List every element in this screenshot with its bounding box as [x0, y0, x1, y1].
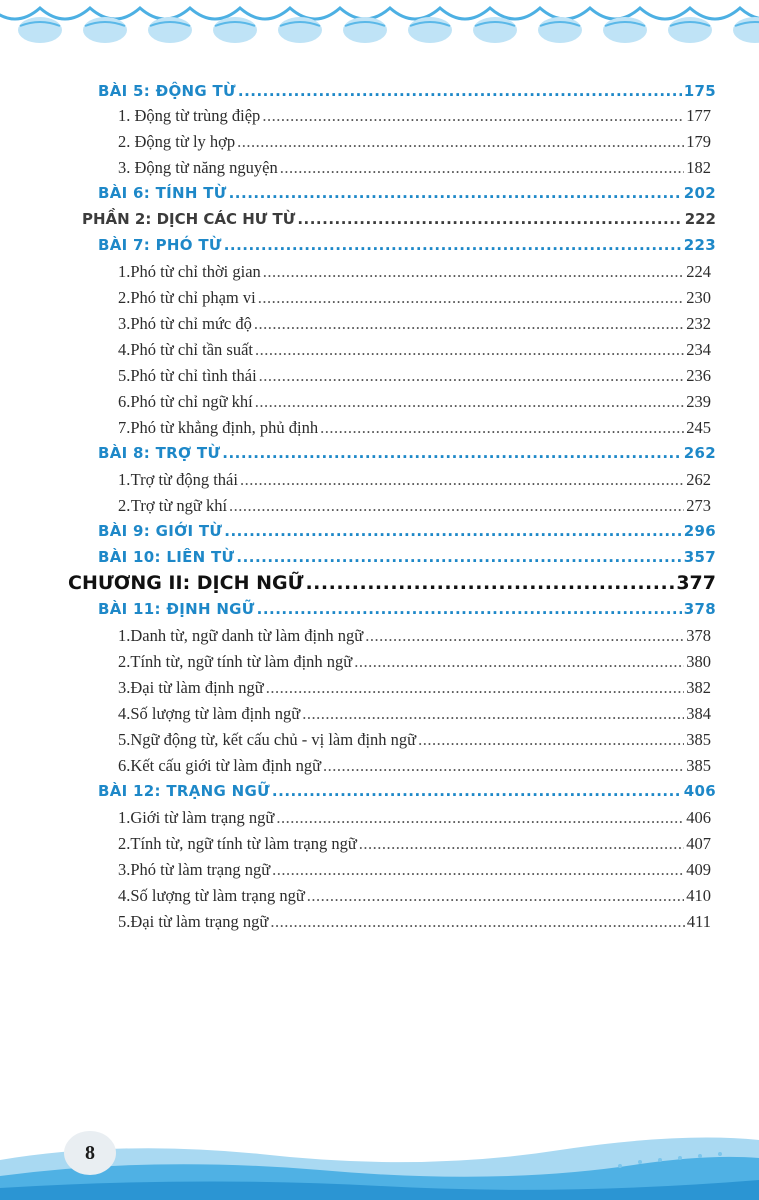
- toc-leader-dots: [229, 496, 684, 516]
- toc-entry-item[interactable]: [118, 886, 711, 912]
- toc-page-number: 182: [686, 158, 711, 177]
- page-number-text: 8: [85, 1141, 95, 1164]
- toc-entry-label: Trợ từ ngữ khí: [130, 496, 228, 515]
- toc-entry-item[interactable]: [118, 626, 711, 652]
- toc-leader-dots: [255, 340, 684, 360]
- toc-entry-label: Phó từ chỉ mức độ: [130, 314, 252, 333]
- toc-page-number: 202: [683, 184, 716, 202]
- toc-entry-label: Kết cấu giới từ làm định ngữ: [130, 756, 322, 775]
- toc-leader-dots: [229, 184, 682, 202]
- toc-entry-item[interactable]: [118, 262, 711, 288]
- toc-entry-bai-8[interactable]: [98, 444, 716, 470]
- toc-leader-dots: [354, 652, 684, 672]
- toc-entry-item[interactable]: [118, 912, 711, 938]
- toc-entry-item[interactable]: [118, 106, 711, 132]
- toc-entry-label: BÀI 12: TRẠNG NGỮ: [98, 782, 270, 800]
- toc-leader-dots: [272, 860, 684, 880]
- toc-leader-dots: [302, 704, 684, 724]
- toc-entry-item[interactable]: [118, 366, 711, 392]
- toc-entry-label: Giới từ làm trạng ngữ: [130, 808, 275, 827]
- toc-item-number: 1.: [118, 808, 131, 827]
- toc-leader-dots: [237, 132, 684, 152]
- toc-entry-item[interactable]: [118, 418, 711, 444]
- toc-leader-dots: [272, 782, 682, 800]
- toc-entry-item[interactable]: [118, 678, 711, 704]
- toc-item-number: 7.: [118, 418, 131, 437]
- toc-entry-bai-7[interactable]: [98, 236, 716, 262]
- toc-entry-item[interactable]: [118, 314, 711, 340]
- toc-item-number: 3.: [118, 678, 131, 697]
- toc-page-number: 236: [686, 366, 711, 385]
- toc-item-number: 4.: [118, 886, 131, 905]
- toc-page-number: 385: [686, 756, 711, 775]
- toc-page-number: 382: [686, 678, 711, 697]
- toc-page-number: 262: [683, 444, 716, 462]
- toc-item-number: 5.: [118, 912, 131, 931]
- toc-leader-dots: [323, 756, 684, 776]
- toc-entry-label: Phó từ chỉ tần suất: [130, 340, 253, 359]
- toc-entry-item[interactable]: [118, 730, 711, 756]
- toc-entry-item[interactable]: [118, 704, 711, 730]
- toc-entry-item[interactable]: [118, 860, 711, 886]
- toc-page-number: 230: [686, 288, 711, 307]
- toc-leader-dots: [263, 262, 684, 282]
- toc-entry-label: Phó từ chỉ ngữ khí: [130, 392, 253, 411]
- toc-entry-chapter-2[interactable]: [68, 572, 716, 602]
- toc-page-number: 378: [683, 600, 716, 618]
- toc-entry-bai-10[interactable]: [98, 548, 716, 574]
- toc-entry-label: BÀI 11: ĐỊNH NGỮ: [98, 600, 255, 618]
- toc-page-number: 175: [683, 82, 716, 100]
- toc-item-number: 5.: [118, 366, 131, 385]
- toc-entry-item[interactable]: [118, 808, 711, 834]
- toc-page-number: 377: [676, 572, 716, 594]
- toc-entry-bai-11[interactable]: [98, 600, 716, 626]
- toc-entry-label: BÀI 7: PHÓ TỪ: [98, 236, 222, 254]
- toc-entry-item[interactable]: [118, 392, 711, 418]
- toc-page-number: 410: [686, 886, 711, 905]
- toc-leader-dots: [224, 522, 682, 540]
- toc-leader-dots: [320, 418, 684, 438]
- toc-item-number: 5.: [118, 730, 131, 749]
- toc-item-number: 4.: [118, 340, 131, 359]
- toc-leader-dots: [224, 236, 682, 254]
- toc-entry-item[interactable]: [118, 288, 711, 314]
- toc-entry-bai-9[interactable]: [98, 522, 716, 548]
- toc-entry-label: BÀI 5: ĐỘNG TỪ: [98, 82, 236, 100]
- toc-item-number: 3.: [118, 314, 131, 333]
- toc-entry-bai-12[interactable]: [98, 782, 716, 808]
- toc-leader-dots: [254, 314, 684, 334]
- toc-page-number: 407: [686, 834, 711, 853]
- toc-leader-dots: [297, 210, 682, 228]
- toc-leader-dots: [365, 626, 684, 646]
- toc-entry-item[interactable]: [118, 652, 711, 678]
- toc-page-number: 296: [683, 522, 716, 540]
- toc-entry-label: Số lượng từ làm trạng ngữ: [130, 886, 305, 905]
- toc-leader-dots: [305, 572, 674, 594]
- page-number: [64, 1131, 116, 1175]
- toc-item-number: 1.: [118, 470, 131, 489]
- toc-item-number: 2.: [118, 288, 131, 307]
- toc-page-number: 262: [686, 470, 711, 489]
- toc-entry-label: Phó từ chỉ tình thái: [130, 366, 257, 385]
- toc-entry-label: Số lượng từ làm định ngữ: [130, 704, 301, 723]
- top-wave-decoration: [0, 0, 759, 60]
- toc-entry-label: Đại từ làm trạng ngữ: [130, 912, 269, 931]
- toc-leader-dots: [259, 366, 685, 386]
- toc-entry-label: BÀI 10: LIÊN TỪ: [98, 548, 235, 566]
- toc-entry-item[interactable]: [118, 158, 711, 184]
- toc-page-number: 384: [686, 704, 711, 723]
- toc-entry-label: 2. Động từ ly hợp: [118, 132, 236, 151]
- toc-entry-label: BÀI 6: TÍNH TỪ: [98, 184, 227, 202]
- toc-entry-label: BÀI 8: TRỢ TỪ: [98, 444, 221, 462]
- toc-leader-dots: [270, 912, 685, 932]
- toc-leader-dots: [307, 886, 684, 906]
- toc-entry-bai-6[interactable]: [98, 184, 716, 210]
- toc-leader-dots: [266, 678, 685, 698]
- toc-leader-dots: [262, 106, 684, 126]
- toc-entry-label: Đại từ làm định ngữ: [130, 678, 264, 697]
- toc-page-number: 406: [686, 808, 711, 827]
- toc-page-number: 273: [686, 496, 711, 515]
- toc-entry-label: Ngữ động từ, kết cấu chủ - vị làm định ngữ: [130, 730, 417, 749]
- toc-leader-dots: [418, 730, 684, 750]
- toc-leader-dots: [276, 808, 684, 828]
- toc-entry-label: Phó từ chỉ phạm vi: [130, 288, 256, 307]
- toc-entry-label: CHƯƠNG II: DỊCH NGỮ: [68, 572, 304, 594]
- toc-entry-label: BÀI 9: GIỚI TỪ: [98, 522, 223, 540]
- toc-page-number: 357: [683, 548, 716, 566]
- toc-entry-item[interactable]: [118, 834, 711, 860]
- toc-page-number: 380: [686, 652, 711, 671]
- toc-page-number: 239: [686, 392, 711, 411]
- toc-page-number: 245: [686, 418, 711, 437]
- toc-entry-label: Tính từ, ngữ tính từ làm định ngữ: [130, 652, 353, 671]
- toc-leader-dots: [238, 82, 682, 100]
- toc-leader-dots: [255, 392, 684, 412]
- toc-page-number: 409: [686, 860, 711, 879]
- toc-page-number: 224: [686, 262, 711, 281]
- toc-leader-dots: [240, 470, 684, 490]
- toc-item-number: 1.: [118, 262, 131, 281]
- toc-page-number: 378: [686, 626, 711, 645]
- toc-entry-item[interactable]: [118, 132, 711, 158]
- toc-leader-dots: [359, 834, 684, 854]
- toc-entry-label: Phó từ khẳng định, phủ định: [130, 418, 319, 437]
- toc-leader-dots: [222, 444, 682, 462]
- toc-entry-label: 1. Động từ trùng điệp: [118, 106, 261, 125]
- toc-page-number: 179: [686, 132, 711, 151]
- toc-item-number: 6.: [118, 392, 131, 411]
- toc-entry-label: Danh từ, ngữ danh từ làm định ngữ: [130, 626, 364, 645]
- toc-entry-item[interactable]: [118, 470, 711, 496]
- toc-item-number: 2.: [118, 652, 131, 671]
- toc-page-number: 232: [686, 314, 711, 333]
- toc-page-number: 406: [683, 782, 716, 800]
- toc-entry-item[interactable]: [118, 496, 711, 522]
- toc-entry-label: Tính từ, ngữ tính từ làm trạng ngữ: [130, 834, 357, 853]
- toc-entry-label: 3. Động từ năng nguyện: [118, 158, 278, 177]
- toc-page-number: 222: [684, 210, 716, 228]
- toc-page-number: 385: [686, 730, 711, 749]
- toc-item-number: 6.: [118, 756, 131, 775]
- toc-item-number: 4.: [118, 704, 131, 723]
- toc-entry-item[interactable]: [118, 340, 711, 366]
- toc-leader-dots: [257, 600, 682, 618]
- toc-page-number: 223: [683, 236, 716, 254]
- toc-page-number: 234: [686, 340, 711, 359]
- toc-leader-dots: [258, 288, 685, 308]
- toc-entry-label: Trợ từ động thái: [130, 470, 238, 489]
- toc-entry-label: PHẦN 2: DỊCH CÁC HƯ TỪ: [82, 210, 296, 228]
- toc-item-number: 1.: [118, 626, 131, 645]
- toc-entry-item[interactable]: [118, 756, 711, 782]
- toc-entry-label: Phó từ làm trạng ngữ: [130, 860, 271, 879]
- toc-page-number: 411: [686, 912, 711, 931]
- toc-leader-dots: [236, 548, 681, 566]
- toc-entry-label: Phó từ chỉ thời gian: [130, 262, 261, 281]
- toc-page-number: 177: [686, 106, 711, 125]
- toc-item-number: 2.: [118, 834, 131, 853]
- toc-leader-dots: [280, 158, 685, 178]
- toc-entry-bai-5[interactable]: [98, 82, 716, 108]
- toc-entry-part-2[interactable]: [82, 210, 716, 236]
- toc-item-number: 2.: [118, 496, 131, 515]
- toc-item-number: 3.: [118, 860, 131, 879]
